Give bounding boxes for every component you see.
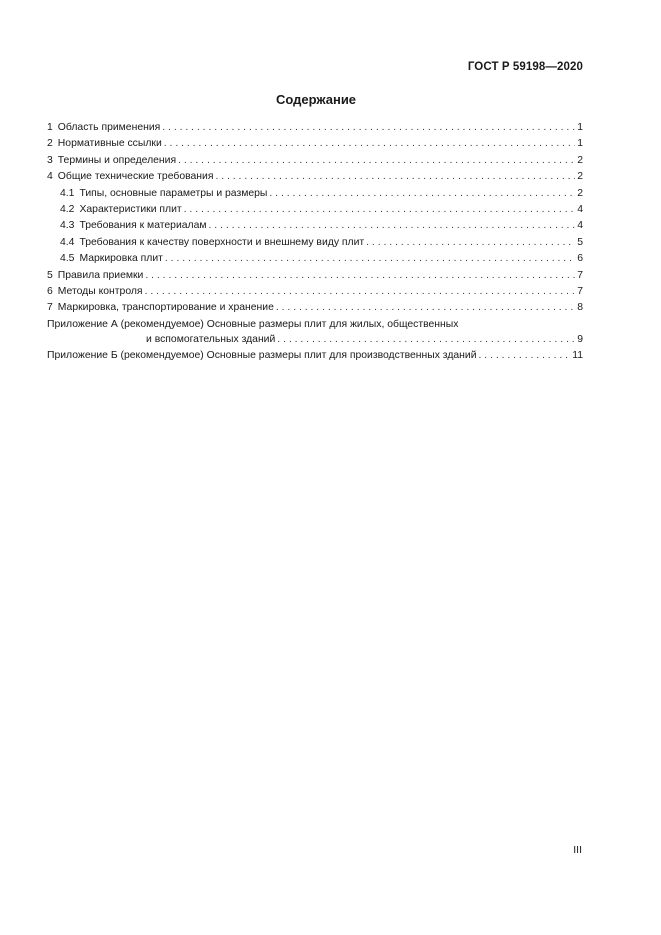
toc-leader-dots <box>479 348 571 364</box>
toc-entry-text: Характеристики плит <box>79 203 182 215</box>
toc-entry-4-3[interactable] <box>47 218 583 234</box>
toc-entry-7[interactable] <box>47 300 583 316</box>
table-of-contents <box>47 120 583 364</box>
toc-entry-number: 4.3 <box>60 220 75 232</box>
toc-entry-text: Маркировка плит <box>79 253 163 265</box>
toc-entry-text: Правила приемки <box>57 269 144 281</box>
appendix-b-label: Приложение Б (рекомендуемое) Основные размеры плит для производственных зданий <box>47 350 477 362</box>
toc-entry-text: Типы, основные параметры и размеры <box>79 187 268 199</box>
toc-entry-page: 7 <box>577 285 583 297</box>
toc-title: Содержание <box>275 92 357 107</box>
toc-entry-page: 11 <box>572 350 583 362</box>
toc-entry-number: 5 <box>47 269 53 281</box>
toc-entry-6[interactable] <box>47 284 583 300</box>
toc-leader-dots <box>184 202 576 218</box>
toc-entry-page: 2 <box>577 171 583 183</box>
toc-leader-dots <box>162 120 575 136</box>
toc-entry-text: Маркировка, транспортирование и хранение <box>57 302 274 314</box>
appendix-a-label: Приложение А (рекомендуемое) Основные размеры плит для жилых, общественных <box>47 318 459 330</box>
toc-entry-text: Область применения <box>57 122 161 133</box>
page-number: III <box>573 844 582 856</box>
toc-entry-4-4[interactable] <box>47 235 583 251</box>
toc-entry-number: 1 <box>47 122 53 133</box>
toc-entry-number: 7 <box>47 302 53 314</box>
toc-leader-dots <box>145 268 575 284</box>
toc-entry-text: Методы контроля <box>57 285 143 297</box>
toc-entry-page: 9 <box>577 333 583 345</box>
toc-leader-dots <box>269 186 575 202</box>
toc-entry-number: 4.1 <box>60 187 75 199</box>
document-code: ГОСТ Р 59198—2020 <box>467 61 583 73</box>
toc-entry-text: Термины и определения <box>57 154 177 166</box>
toc-entry-4-2[interactable] <box>47 202 583 218</box>
toc-entry-page: 1 <box>577 138 583 150</box>
toc-entry-text: Требования к качеству поверхности и внешнему виду плит <box>79 236 365 248</box>
toc-entry-number: 2 <box>47 138 53 150</box>
toc-entry-4[interactable] <box>47 169 583 185</box>
toc-leader-dots <box>164 136 575 152</box>
toc-entry-number: 4 <box>47 171 53 183</box>
toc-entry-text: Требования к материалам <box>79 220 207 232</box>
appendix-a-continuation: и вспомогательных зданий <box>146 333 276 345</box>
toc-entry-4-1[interactable] <box>47 186 583 202</box>
toc-leader-dots <box>277 332 575 348</box>
toc-leader-dots <box>366 235 575 251</box>
toc-leader-dots <box>165 251 575 267</box>
toc-leader-dots <box>215 169 575 185</box>
toc-entry-number: 6 <box>47 285 53 297</box>
toc-entry-page: 1 <box>577 122 583 133</box>
toc-entry-appendix-b[interactable] <box>47 348 583 364</box>
toc-entry-page: 4 <box>577 203 583 215</box>
toc-entry-number: 4.2 <box>60 203 75 215</box>
toc-entry-page: 7 <box>577 269 583 281</box>
toc-entry-page: 4 <box>577 220 583 232</box>
toc-entry-1[interactable] <box>47 120 583 136</box>
appendix-a-continuation-row <box>47 332 583 348</box>
toc-entry-number: 3 <box>47 154 53 166</box>
toc-entry-4-5[interactable] <box>47 251 583 267</box>
toc-entry-5[interactable] <box>47 268 583 284</box>
toc-entry-text: Общие технические требования <box>57 171 214 183</box>
toc-entry-number: 4.4 <box>60 236 75 248</box>
toc-entry-page: 6 <box>577 253 583 265</box>
toc-leader-dots <box>145 284 576 300</box>
toc-entry-page: 5 <box>577 236 583 248</box>
toc-leader-dots <box>209 218 576 234</box>
toc-entry-page: 8 <box>577 302 583 314</box>
toc-leader-dots <box>276 300 575 316</box>
toc-entry-2[interactable] <box>47 136 583 152</box>
toc-entry-number: 4.5 <box>60 253 75 265</box>
toc-entry-text: Нормативные ссылки <box>57 138 162 150</box>
toc-entry-3[interactable] <box>47 153 583 169</box>
toc-leader-dots <box>178 153 575 169</box>
toc-entry-appendix-a[interactable] <box>47 318 583 348</box>
toc-entry-page: 2 <box>577 154 583 166</box>
toc-entry-page: 2 <box>577 187 583 199</box>
